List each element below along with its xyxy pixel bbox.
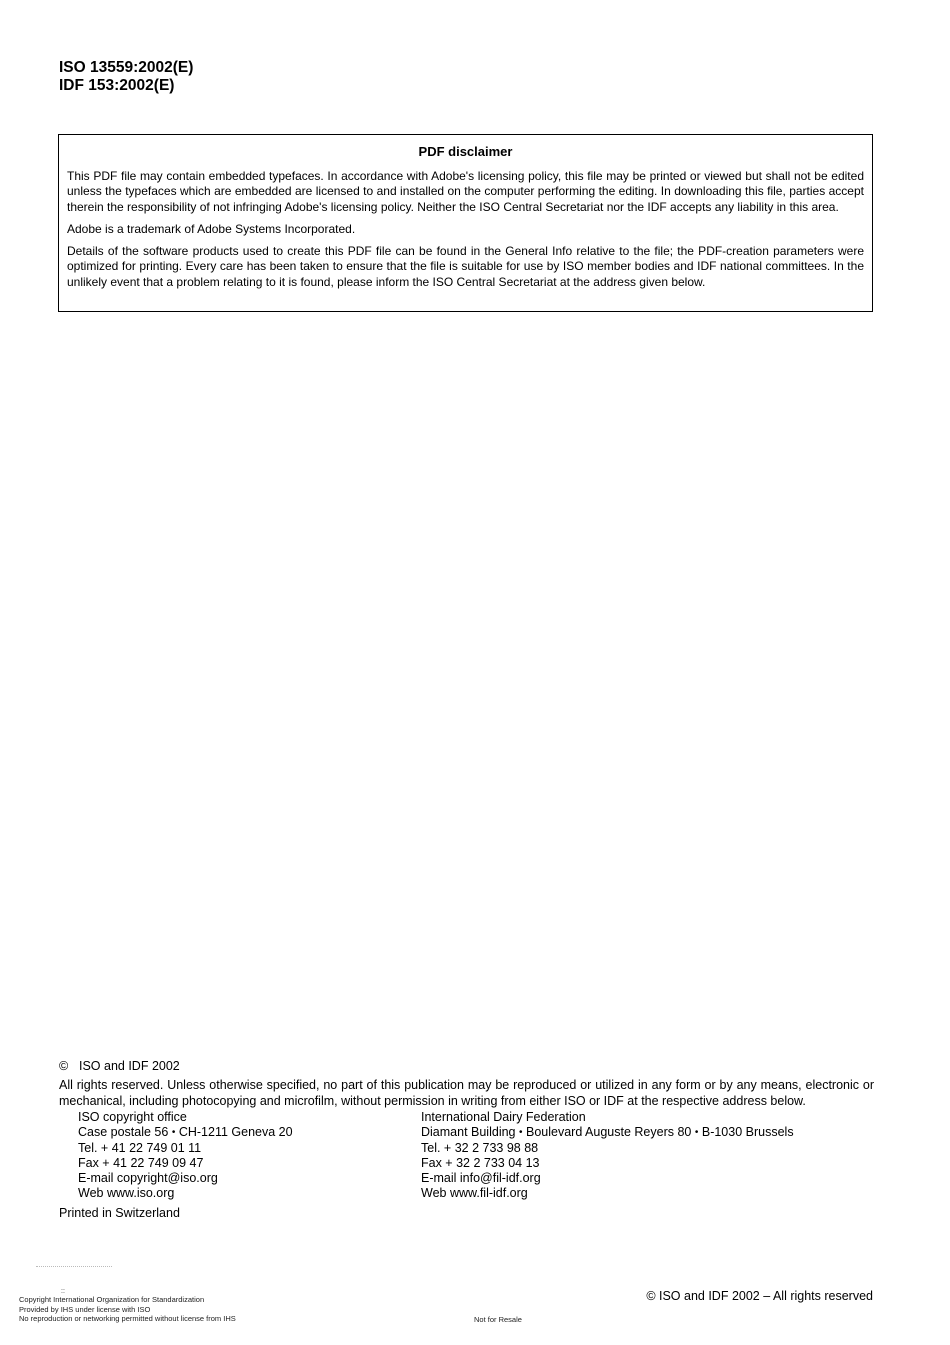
idf-fax: Fax + 32 2 733 04 13 — [421, 1155, 540, 1170]
disclaimer-paragraph-trademark: Adobe is a trademark of Adobe Systems Incorporated. — [67, 221, 356, 236]
footer-dots: :: — [61, 1288, 65, 1295]
copyright-symbol: © — [59, 1059, 69, 1073]
disclaimer-paragraph-typefaces: This PDF file may contain embedded typefaces. In accordance with Adobe's licensing policy, this file may be printed or viewed but shall not be edited unless the typefaces which are embedded are licensed to and installed on the computer performing the editing. In downloading this file, parties accept therein the responsibility of not infringing Adobe's licensing policy. Neither the ISO Central Secretariat nor the IDF accepts any liability in this area. — [67, 169, 864, 214]
disclaimer-paragraph-software: Details of the software products used to create this PDF file can be found in the General Info relative to the file; the PDF-creation parameters were optimized for printing. Every care has been taken to ensure that the file is suitable for use by ISO member bodies and IDF national committees. In the unlikely event that a problem relating to it is found, please inform the ISO Central Secretariat at the address given below. — [67, 244, 864, 289]
license-line-reproduction: No reproduction or networking permitted without license from IHS — [19, 1314, 236, 1323]
license-line-provided: Provided by IHS under license with ISO — [19, 1304, 151, 1314]
bullet-separator: • — [171, 1127, 176, 1139]
document-header — [59, 59, 193, 95]
pdf-disclaimer-box — [58, 134, 873, 312]
footer-copyright: © ISO and IDF 2002 – All rights reserved — [646, 1289, 873, 1303]
header-idf-number: IDF 153:2002(E) — [59, 77, 175, 94]
iso-postal-address: Case postale 56 • CH-1211 Geneva 20 — [78, 1125, 293, 1140]
license-footer — [19, 1295, 236, 1324]
iso-web: Web www.iso.org — [78, 1186, 175, 1201]
scan-artifact-marks — [36, 1266, 112, 1271]
idf-email: E-mail info@fil-idf.org — [421, 1171, 541, 1186]
address-section — [59, 1110, 874, 1202]
license-line-copyright: Copyright International Organization for Standardization — [19, 1295, 205, 1304]
iso-address — [78, 1110, 293, 1202]
printed-location: Printed in Switzerland — [59, 1206, 180, 1220]
bullet-separator: • — [694, 1127, 699, 1139]
copyright-notice — [59, 1058, 874, 1221]
iso-email: E-mail copyright@iso.org — [78, 1171, 218, 1186]
idf-postal-address: Diamant Building • Boulevard Auguste Reyers 80 • B-1030 Brussels — [421, 1125, 794, 1140]
copyright-holder: ISO and IDF 2002 — [79, 1059, 180, 1073]
bullet-separator: • — [518, 1127, 523, 1139]
rights-statement: All rights reserved. Unless otherwise specified, no part of this publication may be reproduced or utilized in any form or by any means, electronic or mechanical, including photocopying and microfilm, without permission in writing from either ISO or IDF at the respective address below. — [59, 1078, 874, 1108]
iso-office-name: ISO copyright office — [78, 1110, 187, 1124]
idf-web: Web www.fil-idf.org — [421, 1186, 528, 1201]
iso-fax: Fax + 41 22 749 09 47 — [78, 1155, 204, 1170]
idf-address — [421, 1110, 794, 1202]
iso-telephone: Tel. + 41 22 749 01 11 — [78, 1140, 202, 1155]
copyright-line — [59, 1058, 874, 1074]
not-for-resale-label: Not for Resale — [474, 1315, 522, 1324]
idf-name: International Dairy Federation — [421, 1110, 586, 1124]
idf-telephone: Tel. + 32 2 733 98 88 — [421, 1140, 539, 1155]
disclaimer-title: PDF disclaimer — [418, 144, 513, 159]
header-iso-number: ISO 13559:2002(E) — [59, 59, 194, 76]
